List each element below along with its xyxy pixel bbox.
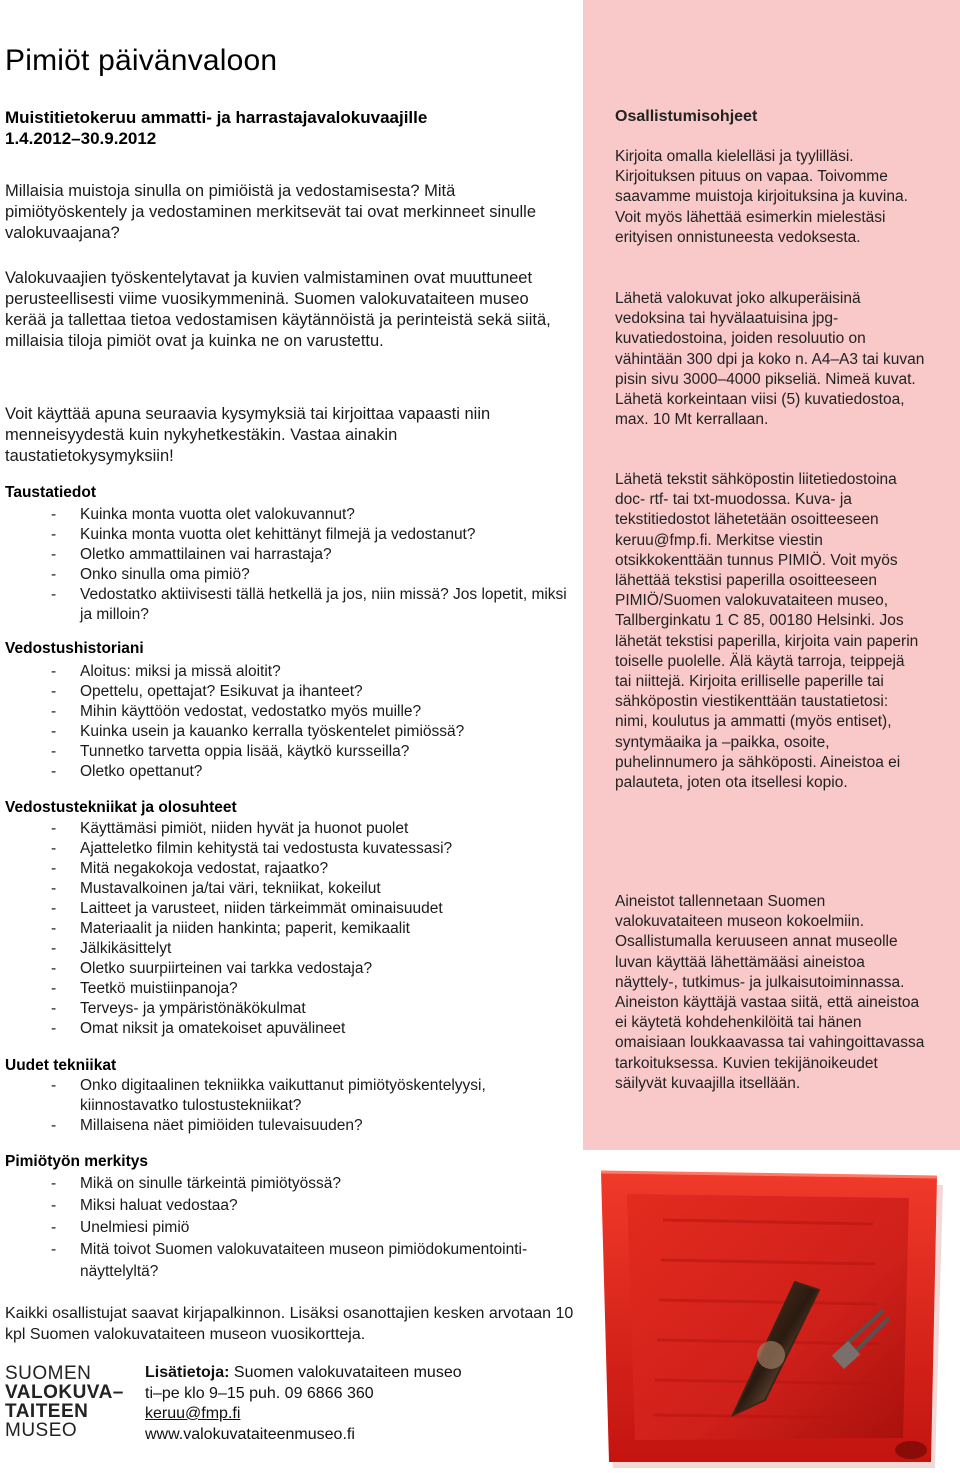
section-heading-vedostushistoriani: Vedostushistoriani <box>5 640 144 657</box>
sidebar-paragraph: Lähetä valokuvat joko alkuperäisinä vedoksina tai hyvälaatuisina jpg-kuvatiedostoina, joiden resoluutio on vähintään 300 dpi ja koko n. A4–A3 tai kuvan pisin sivu 3000–4000 pikseliä. Nimeä kuvat. Lähetä korkeintaan viisi (5) kuvatiedostoa, max. 10 Mt kerrallaan. <box>615 290 925 429</box>
list-item: - Unelmiesi pimiö <box>5 1217 570 1239</box>
question-list-uudet-tekniikat <box>5 1076 570 1136</box>
section-heading-taustatiedot: Taustatiedot <box>5 484 96 501</box>
list-item: - Tunnetko tarvetta oppia lisää, käytkö kursseilla? <box>5 742 570 762</box>
list-item: - Oletko suurpiirteinen vai tarkka vedostaja? <box>5 959 570 979</box>
contact-label: Lisätietoja: <box>145 1364 230 1381</box>
question-list-vedostushistoriani <box>5 662 570 782</box>
contact-org: Suomen valokuvataiteen museo <box>229 1364 462 1381</box>
list-item: - Kuinka usein ja kauanko kerralla työskentelet pimiössä? <box>5 722 570 742</box>
list-item: - Mihin käyttöön vedostat, vedostatko myös muille? <box>5 702 570 722</box>
section-heading-uudet-tekniikat: Uudet tekniikat <box>5 1057 117 1074</box>
logo-line: TAITEEN <box>5 1401 89 1422</box>
logo-line: VALOKUVA– <box>5 1382 124 1403</box>
contact-info <box>145 1363 462 1445</box>
list-item: - Kuinka monta vuotta olet kehittänyt filmejä ja vedostanut? <box>5 525 570 545</box>
prize-note: Kaikki osallistujat saavat kirjapalkinnon. Lisäksi osanottajien kesken arvotaan 10 kpl Suomen valokuvataiteen museon vuosikortteja. <box>5 1305 574 1343</box>
list-item: - Jälkikäsittelyt <box>5 939 570 959</box>
logo-line: SUOMEN <box>5 1363 92 1384</box>
intro-paragraph-3: Voit käyttää apuna seuraavia kysymyksiä tai kirjoittaa vapaasti niin menneisyydestä kuin nykyhetkestäkin. Vastaa ainakin taustatietokysymyksiin! <box>5 405 491 465</box>
section-heading-pimiotyon-merkitys: Pimiötyön merkitys <box>5 1153 148 1170</box>
list-item: - Laitteet ja varusteet, niiden tärkeimmät ominaisuudet <box>5 899 570 919</box>
contact-email-link[interactable]: keruu@fmp.fi <box>145 1405 241 1422</box>
logo-line: MUSEO <box>5 1420 78 1441</box>
subtitle-line: Muistitietokeruu ammatti- ja harrastajavalokuvaajille <box>5 108 428 127</box>
list-item: - Mitä toivot Suomen valokuvataiteen museon pimiödokumentointi-näyttelyltä? <box>5 1239 570 1283</box>
list-item: - Onko digitaalinen tekniikka vaikuttanut pimiötyöskentelyysi, kiinnostavatko tulostustekniikat? <box>5 1076 570 1116</box>
list-item: - Oletko opettanut? <box>5 762 570 782</box>
list-item: - Vedostatko aktiivisesti tällä hetkellä ja jos, niin missä? Jos lopetit, miksi ja milloin? <box>5 585 570 625</box>
contact-hours: ti–pe klo 9–15 puh. 09 6866 360 <box>145 1384 374 1402</box>
museum-logo <box>5 1364 135 1440</box>
list-item: - Omat niksit ja omatekoiset apuvälineet <box>5 1019 570 1039</box>
list-item: - Ajatteletko filmin kehitystä tai vedostusta kuvatessasi? <box>5 839 570 859</box>
darkroom-tray-illustration <box>583 1150 960 1473</box>
list-item: - Terveys- ja ympäristönäkökulmat <box>5 999 570 1019</box>
list-item: - Materiaalit ja niiden hankinta; paperit, kemikaalit <box>5 919 570 939</box>
subtitle-dates: 1.4.2012–30.9.2012 <box>5 129 157 148</box>
list-item: - Miksi haluat vedostaa? <box>5 1195 570 1217</box>
section-heading-vedostustekniikat: Vedostustekniikat ja olosuhteet <box>5 799 237 816</box>
list-item: - Teetkö muistiinpanoja? <box>5 979 570 999</box>
list-item: - Aloitus: miksi ja missä aloitit? <box>5 662 570 682</box>
list-item: - Oletko ammattilainen vai harrastaja? <box>5 545 570 565</box>
question-list-vedostustekniikat <box>5 819 570 1039</box>
list-item: - Mikä on sinulle tärkeintä pimiötyössä? <box>5 1173 570 1195</box>
list-item: - Kuinka monta vuotta olet valokuvannut? <box>5 505 570 525</box>
list-item: - Mitä negakokoja vedostat, rajaatko? <box>5 859 570 879</box>
list-item: - Opettelu, opettajat? Esikuvat ja ihanteet? <box>5 682 570 702</box>
sidebar-paragraph: Lähetä tekstit sähköpostin liitetiedostoina doc- rtf- tai txt-muodossa. Kuva- ja tekstitiedostot lähetetään osoitteeseen keruu@fmp.fi. Merkitse viestin otsikkokenttään tunnus PIMIÖ. Voit myös lähettää tekstisi paperilla osoitteeseen PIMIÖ/Suomen valokuvataiteen museo, Tallberginkatu 1 C 85, 00180 Helsinki. Jos lähetät tekstisi paperilla, kirjoita vain paperin toiselle puolelle. Älä käytä tarroja, teippejä tai niittejä. Kirjoita erilliselle paperille tai sähköpostin viestikenttään taustatietosi: nimi, koulutus ja ammatti (myös entiset), syntymäaika ja –paikka, osoite, puhelinnumero ja sähköposti. Aineistoa ei palauteta, joten ota itsellesi kopio. <box>615 471 919 792</box>
sidebar-heading: Osallistumisohjeet <box>615 108 758 125</box>
sidebar-paragraph: Kirjoita omalla kielelläsi ja tyylilläsi. Kirjoituksen pituus on vapaa. Toivomme saavamme muistoja kirjoituksina ja kuvina. Voit myös lähettää esimerkin mielestäsi erityisen onnistuneesta vedoksesta. <box>615 148 908 246</box>
question-list-pimiotyon-merkitys <box>5 1173 570 1283</box>
list-item: - Mustavalkoinen ja/tai väri, tekniikat, kokeilut <box>5 879 570 899</box>
darkroom-tray-photo <box>583 1150 960 1473</box>
sidebar-paragraph: Aineistot tallennetaan Suomen valokuvataiteen museon kokoelmiin. Osallistumalla keruuseen annat museolle luvan käyttää lähettämääsi aineistoa näyttely-, tutkimus- ja julkaisutoiminnassa. Aineiston käyttäjä vastaa siitä, että aineistoa ei käytetä kohdehenkilöitä tai hänen omaisiaan loukkaavassa tai vahingoittavassa tarkoituksessa. Kuvien tekijänoikeudet säilyvät kuvaajilla itsellään. <box>615 893 925 1092</box>
list-item: - Käyttämäsi pimiöt, niiden hyvät ja huonot puolet <box>5 819 570 839</box>
list-item: - Millaisena näet pimiöiden tulevaisuuden? <box>5 1116 570 1136</box>
intro-paragraph-2: Valokuvaajien työskentelytavat ja kuvien valmistaminen ovat muuttuneet perusteellisesti viime vuosikymmeninä. Suomen valokuvataiteen museo kerää ja tallettaa tietoa vedostamisen käytännöistä ja perinteistä sekä siitä, millaisia tiloja pimiöt ovat ja kuinka ne on varustettu. <box>5 269 551 350</box>
question-list-taustatiedot <box>5 505 570 625</box>
list-item: - Onko sinulla oma pimiö? <box>5 565 570 585</box>
contact-web[interactable]: www.valokuvataiteenmuseo.fi <box>145 1425 355 1443</box>
instructions-sidebar <box>583 0 960 1150</box>
page-title: Pimiöt päivänvaloon <box>5 44 278 77</box>
subtitle <box>5 107 565 149</box>
intro-paragraph-1: Millaisia muistoja sinulla on pimiöistä ja vedostamisesta? Mitä pimiötyöskentely ja vedostaminen merkitsevät tai ovat merkinneet sinulle valokuvaajana? <box>5 182 536 242</box>
